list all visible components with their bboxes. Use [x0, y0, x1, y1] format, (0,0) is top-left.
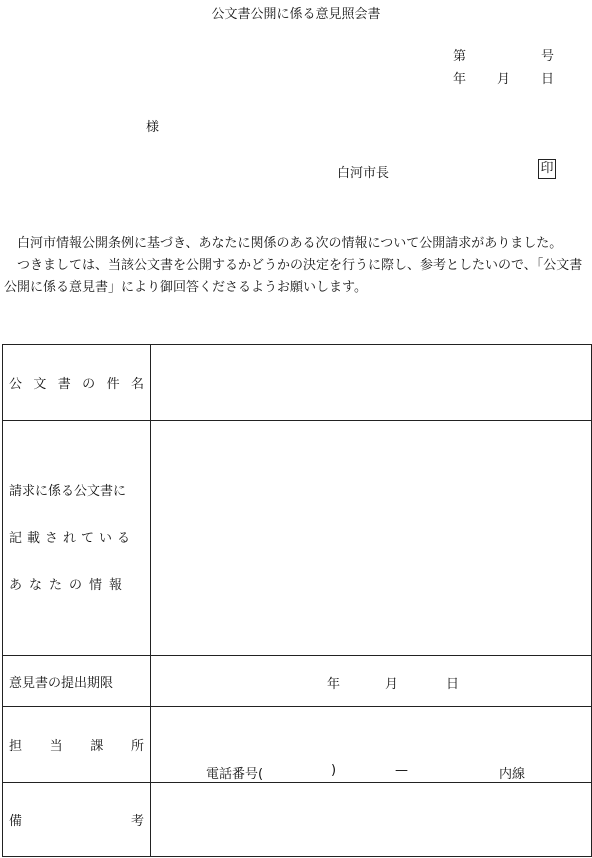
- row-document-title: [3, 345, 592, 421]
- body-paragraph-1: 白河市情報公開条例に基づき、あなたに関係のある次の情報について公開請求がありました。: [17, 236, 563, 251]
- row-remarks: [3, 783, 592, 857]
- label-char: 件: [106, 377, 120, 392]
- label-your-info: [3, 421, 151, 656]
- field-department[interactable]: [151, 707, 592, 783]
- date-day-label: 日: [541, 72, 555, 87]
- opinion-form-table: [2, 344, 592, 857]
- body-paragraph-2: つきましては、当該公文書を公開するかどうかの決定を行うに際し、参考としたいので、「公文書公開に係る意見書」により御回答くださるようお願いします。: [4, 258, 583, 295]
- deadline-day: 日: [446, 677, 460, 692]
- phone-close: ): [331, 763, 337, 778]
- label-department: [3, 707, 151, 783]
- label-char: 備: [9, 814, 23, 829]
- row-department: [3, 707, 592, 783]
- row-your-info: [3, 421, 592, 656]
- label-char: 課: [90, 739, 104, 754]
- field-document-title[interactable]: [151, 345, 592, 421]
- field-your-info[interactable]: [151, 421, 592, 656]
- row-deadline: [3, 656, 592, 707]
- label-char: 所: [130, 739, 144, 754]
- date-year-label: 年: [453, 72, 467, 87]
- seal-stamp: 印: [538, 159, 556, 179]
- body-text: [4, 233, 588, 299]
- field-deadline[interactable]: [151, 656, 592, 707]
- label-line: 請求に係る公文書に: [9, 483, 127, 499]
- phone-dash: —: [395, 763, 408, 778]
- number-suffix: 号: [541, 49, 555, 64]
- label-char: 名: [130, 377, 144, 392]
- date-month-label: 月: [497, 72, 511, 87]
- label-document-title: [3, 345, 151, 421]
- label-line: 記載されている: [9, 530, 136, 546]
- label-deadline: 意見書の提出期限: [3, 656, 151, 707]
- deadline-year: 年: [327, 677, 341, 692]
- phone-label: 電話番号(: [206, 767, 264, 782]
- label-line: あなたの情報: [9, 577, 130, 593]
- phone-extension: 内線: [499, 767, 526, 782]
- label-char: 公: [9, 377, 23, 392]
- label-char: 考: [130, 814, 144, 829]
- label-char: 文: [33, 377, 47, 392]
- label-char: の: [82, 377, 96, 392]
- sender-name: 白河市長: [337, 166, 390, 181]
- deadline-month: 月: [385, 677, 399, 692]
- addressee-suffix: 様: [146, 120, 160, 135]
- number-prefix: 第: [453, 49, 467, 64]
- label-char: 当: [49, 739, 63, 754]
- label-char: 書: [57, 377, 71, 392]
- field-remarks[interactable]: [151, 783, 592, 857]
- label-char: 担: [9, 739, 23, 754]
- label-remarks: [3, 783, 151, 857]
- document-title: 公文書公開に係る意見照会書: [211, 7, 381, 22]
